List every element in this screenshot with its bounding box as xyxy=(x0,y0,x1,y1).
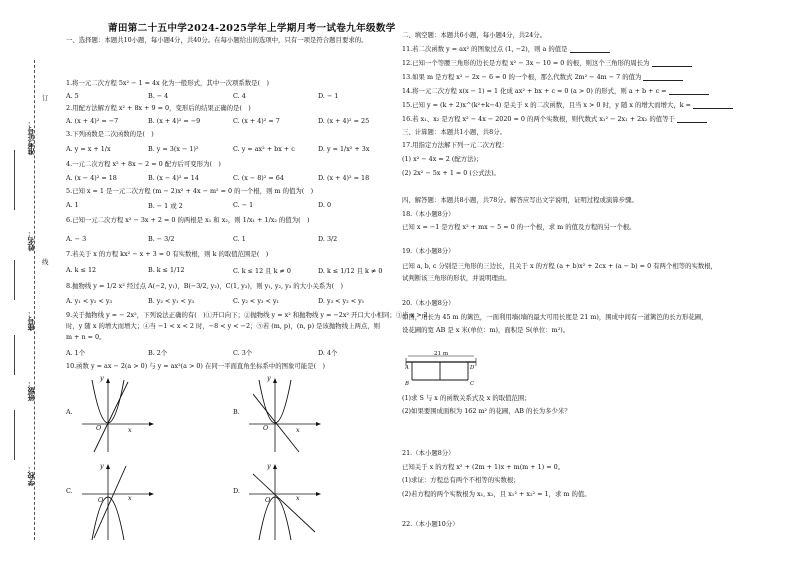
question-6: 6.已知一元二次方程 x² − 3x + 2 = 0 的两根是 x₁ 和 x₂，则 1/x₁ + 1/x₂ 的值为( ) xyxy=(66,216,310,224)
graph-c-label: C. xyxy=(66,487,73,495)
q5-option-a: A. 1 xyxy=(66,201,79,209)
q4-option-b: B. (x − 4)² = 14 xyxy=(148,174,199,182)
question-3: 3.下列函数是二次函数的是( ) xyxy=(66,130,154,138)
section-2-header: 二、填空题：本题共6小题，每小题4分，共24分。 xyxy=(402,31,547,39)
q1-option-d: D. − 1 xyxy=(318,92,339,100)
cut-mark-2: 线 xyxy=(42,258,49,266)
graph-c-x: x xyxy=(128,494,132,502)
question-20-heading: 20.（本小题8分） xyxy=(402,299,455,307)
label-name: 姓名： xyxy=(26,230,35,251)
label-exam-number: 准考证号： xyxy=(26,120,35,155)
q5-option-d: D. 0 xyxy=(318,201,332,209)
question-20-part-1: (1)求 S 与 x 的函数关系式及 x 的取值范围； xyxy=(402,394,531,402)
q4-option-d: D. (x + 4)² = 18 xyxy=(318,174,370,182)
fill-line-1 xyxy=(14,150,16,210)
q8-option-d: D. y₃ < y₂ < y₁ xyxy=(318,297,365,305)
graph-b-label: B. xyxy=(233,408,240,416)
label-class: 班级： xyxy=(26,380,35,401)
question-20-part-2: (2)如果要围成面积为 162 m² 的花圃，AB 的长为多少米？ xyxy=(402,407,571,415)
q9-option-b: B. 2个 xyxy=(148,349,168,357)
question-1: 1.将一元二次方程 5x² − 1 = 4x 化为一般形式，其中一次项系数是( ) xyxy=(66,79,269,87)
graph-d-origin: O xyxy=(265,496,271,504)
section-3-header: 三、计算题：本题共1小题，共8分。 xyxy=(402,128,506,136)
q2-option-d: D. (x + 4)² = 25 xyxy=(318,117,370,125)
graph-d-x: x xyxy=(296,494,300,502)
question-12: 12.已知一个等腰三角形的边长是方程 x² − 3x − 10 = 0 的根，则这个三角形的周长为 xyxy=(402,59,692,67)
graph-b-y: y xyxy=(267,374,271,382)
q6-option-a: A. − 3 xyxy=(66,235,87,243)
question-22-heading: 22.（本小题10分） xyxy=(402,520,459,528)
question-13: 13.如果 m 是方程 x² − 2x − 6 = 0 的一个根，那么代数式 2m² − 4m − 7 的值为 xyxy=(402,73,683,81)
q3-option-c: C. y = ax² + bx + c xyxy=(233,145,295,153)
section-1-header: 一、选择题：本题共10小题，每小题4分，共40分。在每小题给出的选项中，只有一项是符合题目要求的。 xyxy=(66,36,368,44)
q9-option-a: A. 1个 xyxy=(66,349,86,357)
question-20-line-2: 设花圃的宽 AB 是 x 米(单位：m)，面积是 S(单位：m²)。 xyxy=(402,326,570,334)
question-14: 14.将一元二次方程 x(x − 1) = 1 化成 ax² + bx + c = 0 (a > 0) 的形式，则 a + b + c = xyxy=(402,87,709,95)
q8-option-b: B. y₂ < y₁ < y₃ xyxy=(148,297,195,305)
q1-option-b: B. − 4 xyxy=(148,92,169,100)
fence-point-c: C xyxy=(470,381,475,387)
graph-a-origin: O xyxy=(96,424,102,432)
q9-option-c: C. 3个 xyxy=(233,349,253,357)
q1-option-c: C. 4 xyxy=(233,92,246,100)
question-4: 4.一元二次方程 x² + 8x − 2 = 0 配方后可变形为( ) xyxy=(66,160,221,168)
question-21-part-1: (1)求证：方程总有两个不相等的实数根； xyxy=(402,476,520,484)
graph-d xyxy=(245,462,325,542)
q7-option-c: C. k ≤ 12 且 k ≠ 0 xyxy=(233,267,291,275)
graph-b-origin: O xyxy=(263,424,269,432)
question-9-line-1: 9.关于抛物线 y = − 2x²，下列说法正确的有( )①开口向下；②抛物线 y = x² 和抛物线 y = −2x² 开口大小相同；③当 x > 2 xyxy=(66,311,428,319)
question-19-line-1: 已知 a, b, c 分别是三角形的三边长，且关于 x 的方程 (a + b)x² + 2cx + (a − b) = 0 有两个相等的实数根， xyxy=(402,262,718,270)
q6-option-d: D. 3/2 xyxy=(318,235,338,243)
question-21-part-2: (2)若方程的两个实数根为 x₁, x₂，且 x₁² + x₂² = 1，求 m 的值。 xyxy=(402,490,591,498)
label-school: 学校： xyxy=(26,465,35,486)
q6-option-b: B. − 3/2 xyxy=(148,235,175,243)
q6-option-c: C. 1 xyxy=(233,235,246,243)
q2-option-a: A. (x + 4)² = −7 xyxy=(66,117,119,125)
q4-option-c: C. (x − 8)² = 64 xyxy=(233,174,284,182)
graph-c-y: y xyxy=(100,462,104,470)
q3-option-d: D. y = 1/x² + 3x xyxy=(318,145,370,153)
question-8: 8.抛物线 y = 1/2 x² 经过点 A(−2, y₁)，B(−3/2, y₂)，C(1, y₃)，则 y₁, y₂, y₃ 的大小关系为( ) xyxy=(66,282,344,290)
question-17-part-1: (1) x² − 4x = 2 (配方法)； xyxy=(402,155,483,163)
exam-title: 莆田第二十五中学2024-2025学年上学期月考一试卷九年级数学 xyxy=(108,23,396,34)
q3-option-a: A. y = x + 1/x xyxy=(66,145,111,153)
graph-d-y: y xyxy=(267,462,271,470)
fill-line-4 xyxy=(14,410,16,460)
question-17-part-2: (2) 2x² − 5x + 1 = 0 (公式法)。 xyxy=(402,169,500,177)
question-20-line-1: 如图，用长为 45 m 的篱笆，一面利用墙(墙的最大可用长度是 21 m)，围成中间有一道篱笆的长方形花圃， xyxy=(402,313,708,321)
question-5: 5.已知 x = 1 是一元二次方程 (m − 2)x² + 4x − m² = 0 的一个根，则 m 的值为( ) xyxy=(66,187,314,195)
q2-option-b: B. (x + 4)² = −9 xyxy=(148,117,201,125)
fence-point-a: A xyxy=(405,365,409,371)
graph-a-x: x xyxy=(128,426,132,434)
q1-option-a: A. 5 xyxy=(66,92,79,100)
question-19-line-2: 试判断该三角形的形状，并说明理由。 xyxy=(402,274,511,282)
section-4-header: 四、解答题：本题共8小题，共78分。解答应写出文字说明，证明过程或演算步骤。 xyxy=(402,196,638,204)
question-9-line-2: 时，y 随 x 的增大而增大；④当 −1 < x < 2 时，−8 < y < −2；⑤若 (m, p)，(n, p) 是该抛物线上两点，则 xyxy=(66,322,381,330)
graph-a xyxy=(78,374,158,454)
question-18-heading: 18.（本小题8分） xyxy=(402,210,455,218)
cut-mark-1: 订 xyxy=(42,94,49,102)
fence-point-d: D xyxy=(470,365,475,371)
q5-option-c: C. − 1 xyxy=(233,201,254,209)
q9-option-d: D. 4个 xyxy=(318,349,338,357)
fence-wall-length: 21 m xyxy=(434,351,449,357)
question-7: 7.若关于 x 的方程 kx² − x + 3 = 0 有实数根，则 k 的取值范围是( ) xyxy=(66,250,269,258)
question-2: 2.用配方法解方程 x² + 8x + 9 = 0，变形后的结果正确的是( ) xyxy=(66,104,251,112)
fence-diagram xyxy=(404,352,478,388)
q3-option-b: B. y = 3(x − 1)² xyxy=(148,145,199,153)
question-9-line-3: m + n = 0。 xyxy=(66,333,106,341)
q2-option-c: C. (x + 4)² = 7 xyxy=(233,117,280,125)
question-11: 11.若二次函数 y = ax² 的图象过点 (1, −2)，则 a 的值是 xyxy=(402,45,610,53)
fill-line-3 xyxy=(14,335,16,375)
question-10: 10.函数 y = ax − 2(a > 0) 与 y = ax²(a > 0) 在同一平面直角坐标系中的图象可能是( ) xyxy=(66,362,325,370)
graph-c xyxy=(78,462,158,542)
q8-option-c: C. y₂ < y₃ < y₁ xyxy=(233,297,280,305)
question-18: 已知 x = −1 是方程 x² + mx − 5 = 0 的一个根，求 m 的值及方程的另一个根。 xyxy=(402,223,636,231)
fill-line-2 xyxy=(14,260,16,300)
graph-b-x: x xyxy=(296,426,300,434)
question-19-heading: 19.（本小题8分） xyxy=(402,247,455,255)
graph-c-origin: O xyxy=(98,496,104,504)
graph-d-label: D. xyxy=(233,487,240,495)
graph-a-y: y xyxy=(100,374,104,382)
question-17: 17.用指定方法解下列一元二次方程： xyxy=(402,141,509,149)
question-21-heading: 21.（本小题8分） xyxy=(402,449,455,457)
q7-option-a: A. k ≤ 12 xyxy=(66,266,97,274)
question-16: 16.若 x₁、x₂ 是方程 x² − 4x − 2020 = 0 的两个实数根，则代数式 x₁² − 2x₁ + 2x₂ 的值等于 xyxy=(402,115,707,123)
q4-option-a: A. (x − 4)² = 18 xyxy=(66,174,117,182)
graph-b xyxy=(245,374,325,454)
graph-a-label: A. xyxy=(66,408,73,416)
label-seat: 座号： xyxy=(26,310,35,331)
q7-option-b: B. k ≤ 1/12 xyxy=(148,266,185,274)
q7-option-d: D. k ≤ 1/12 且 k ≠ 0 xyxy=(318,267,383,275)
fence-point-b: B xyxy=(405,381,409,387)
q8-option-a: A. y₁ < y₂ < y₃ xyxy=(66,297,113,305)
question-15: 15.已知 y = (k + 2)x^(k²+k−4) 是关于 x 的二次函数，且当 x > 0 时，y 随 x 的增大而增大，k = xyxy=(402,101,733,109)
question-21-line-1: 已知关于 x 的方程 x² + (2m + 1)x + m(m + 1) = 0。 xyxy=(402,463,565,471)
q5-option-b: B. − 1 或 2 xyxy=(148,202,183,210)
